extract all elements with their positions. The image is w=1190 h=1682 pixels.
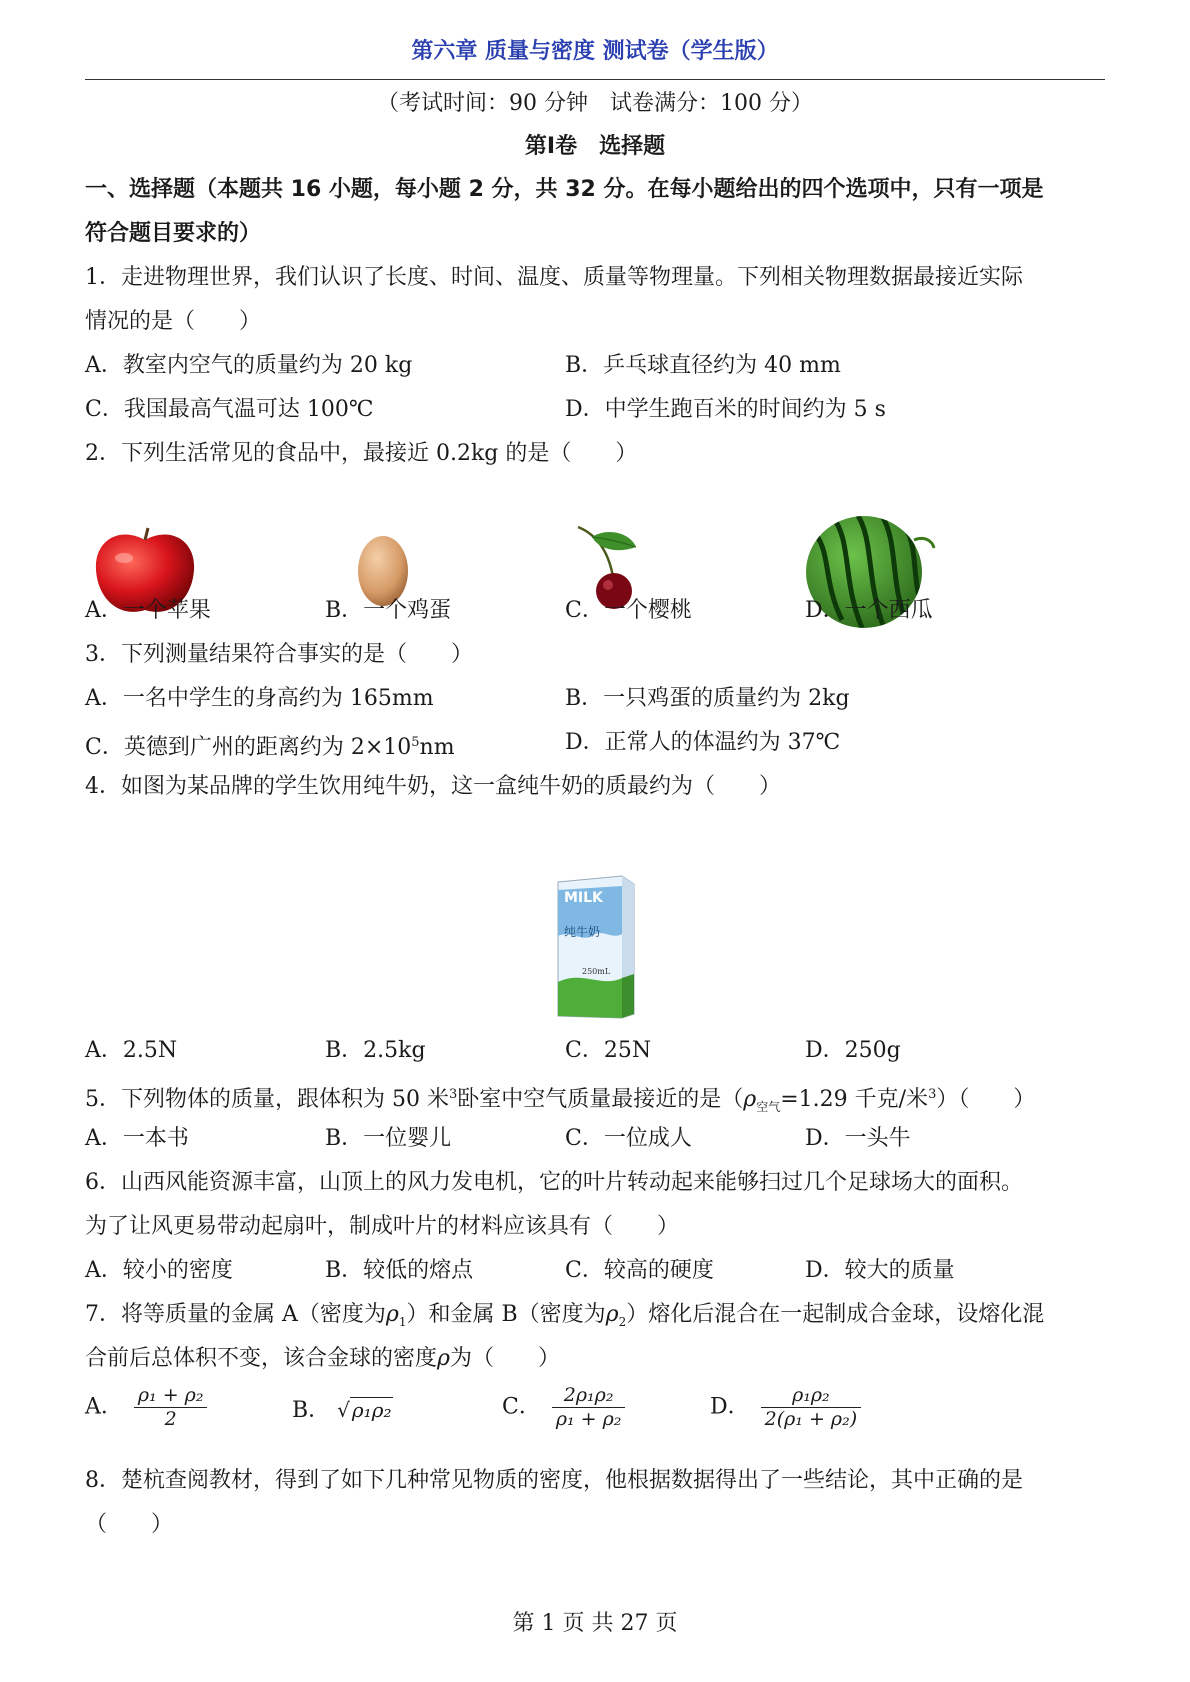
q3-option-c: C．英德到广州的距离约为 $2\times 10^5nm$ bbox=[85, 735, 455, 760]
milk-brand-label: MILK bbox=[564, 890, 603, 906]
q3-option-d: D．正常人的体温约为 37℃ bbox=[565, 730, 841, 755]
volume-heading: 第Ⅰ卷 选择题 bbox=[524, 134, 666, 159]
q1-option-a: A．教室内空气的质量约为 20 kg bbox=[85, 353, 413, 378]
exam-info: （考试时间：90 分钟 试卷满分：100 分） bbox=[377, 91, 813, 116]
q2-stem: 2．下列生活常见的食品中，最接近 0.2kg 的是（ ） bbox=[85, 441, 638, 466]
q4-option-d: D．250g bbox=[805, 1038, 901, 1063]
q3-option-a: A．一名中学生的身高约为 165mm bbox=[85, 686, 434, 711]
q5-option-a: A．一本书 bbox=[85, 1126, 189, 1151]
milk-carton-image bbox=[552, 870, 640, 1020]
q7-stem-line2: 合前后总体积不变，该合金球的密度ρ为（ ） bbox=[85, 1346, 560, 1371]
milk-name-label: 纯牛奶 bbox=[564, 925, 601, 939]
q1-stem-line1: 1．走进物理世界，我们认识了长度、时间、温度、质量等物理量。下列相关物理数据最接近实际 bbox=[85, 265, 1024, 290]
q6-stem-line2: 为了让风更易带动起扇叶，制成叶片的材料应该具有（ ） bbox=[85, 1214, 680, 1239]
q5-option-c: C．一位成人 bbox=[565, 1126, 692, 1151]
q7-stem-line1: 7．将等质量的金属 A（密度为$\rho_1$）和金属 B（密度为$\rho_2$）熔化后混合在一起制成合金球，设熔化混 bbox=[85, 1302, 1045, 1329]
q7-option-a-fraction: $\frac{\text{ρ₁ + ρ₂}}{2}$ bbox=[134, 1384, 208, 1431]
q7-option-c: C． $\frac{\text{2ρ₁ρ₂}}{\text{ρ₁ + ρ₂}}$ bbox=[502, 1384, 629, 1431]
q5-stem: 5．下列物体的质量，跟体积为 50 米$^3$卧室中空气质量最接近的是（$\rho_{空气}=1.29$ 千克/米$^3$）（ ） bbox=[85, 1087, 1036, 1114]
q4-option-a: A．2.5N bbox=[85, 1038, 178, 1063]
q7-option-a: A． $\frac{\text{ρ₁ + ρ₂}}{2}$ bbox=[85, 1384, 211, 1431]
document-title: 第六章 质量与密度 测试卷（学生版） bbox=[411, 39, 779, 64]
q7-option-d-fraction: $\frac{\text{ρ₁ρ₂}}{\text{2(ρ₁ + ρ₂)}}$ bbox=[761, 1384, 862, 1431]
q3-option-b: B．一只鸡蛋的质量约为 2kg bbox=[565, 686, 850, 711]
q1-option-d: D．中学生跑百米的时间约为 5 s bbox=[565, 397, 886, 422]
q3-stem: 3．下列测量结果符合事实的是（ ） bbox=[85, 642, 473, 667]
q6-option-a: A．较小的密度 bbox=[85, 1258, 233, 1283]
q1-option-b: B．乒乓球直径约为 40 mm bbox=[565, 353, 841, 378]
q7-option-b: B． √ ρ₁ρ₂ bbox=[292, 1398, 392, 1423]
header-divider bbox=[85, 79, 1105, 80]
q8-stem-line1: 8．楚杭查阅教材，得到了如下几种常见物质的密度，他根据数据得出了一些结论，其中正确的是 bbox=[85, 1468, 1024, 1493]
q8-stem-line2: （ ） bbox=[85, 1512, 174, 1537]
q7-option-d: D． $\frac{\text{ρ₁ρ₂}}{\text{2(ρ₁ + ρ₂)}}$ bbox=[710, 1384, 865, 1431]
q4-stem: 4．如图为某品牌的学生饮用纯牛奶，这一盒纯牛奶的质最约为（ ） bbox=[85, 774, 781, 799]
q6-option-c: C．较高的硬度 bbox=[565, 1258, 714, 1283]
q1-stem-line2: 情况的是（ ） bbox=[85, 309, 262, 334]
q7-option-c-fraction: $\frac{\text{2ρ₁ρ₂}}{\text{ρ₁ + ρ₂}}$ bbox=[552, 1384, 626, 1431]
section-heading-line1: 一、选择题（本题共 16 小题，每小题 2 分，共 32 分。在每小题给出的四个选项中，只有一项是 bbox=[85, 177, 1044, 202]
q6-option-d: D．较大的质量 bbox=[805, 1258, 955, 1283]
milk-volume-label: 250mL bbox=[582, 967, 611, 976]
q2-option-d: D．一个西瓜 bbox=[805, 598, 933, 623]
section-heading-line2: 符合题目要求的） bbox=[85, 221, 262, 246]
q2-option-c: C．一个樱桃 bbox=[565, 598, 692, 623]
q6-option-b: B．较低的熔点 bbox=[325, 1258, 474, 1283]
q7-option-b-sqrt: √ ρ₁ρ₂ bbox=[337, 1398, 392, 1422]
q1-option-c: C．我国最高气温可达 100℃ bbox=[85, 397, 374, 422]
q6-stem-line1: 6．山西风能资源丰富，山顶上的风力发电机，它的叶片转动起来能够扫过几个足球场大的面积。 bbox=[85, 1170, 1024, 1195]
q4-option-c: C．25N bbox=[565, 1038, 652, 1063]
page-number: 第 1 页 共 27 页 bbox=[512, 1611, 678, 1636]
q5-option-b: B．一位婴儿 bbox=[325, 1126, 452, 1151]
q5-option-d: D．一头牛 bbox=[805, 1126, 911, 1151]
q2-option-a: A．一个苹果 bbox=[85, 598, 211, 623]
q4-option-b: B．2.5kg bbox=[325, 1038, 426, 1063]
q2-option-b: B．一个鸡蛋 bbox=[325, 598, 452, 623]
